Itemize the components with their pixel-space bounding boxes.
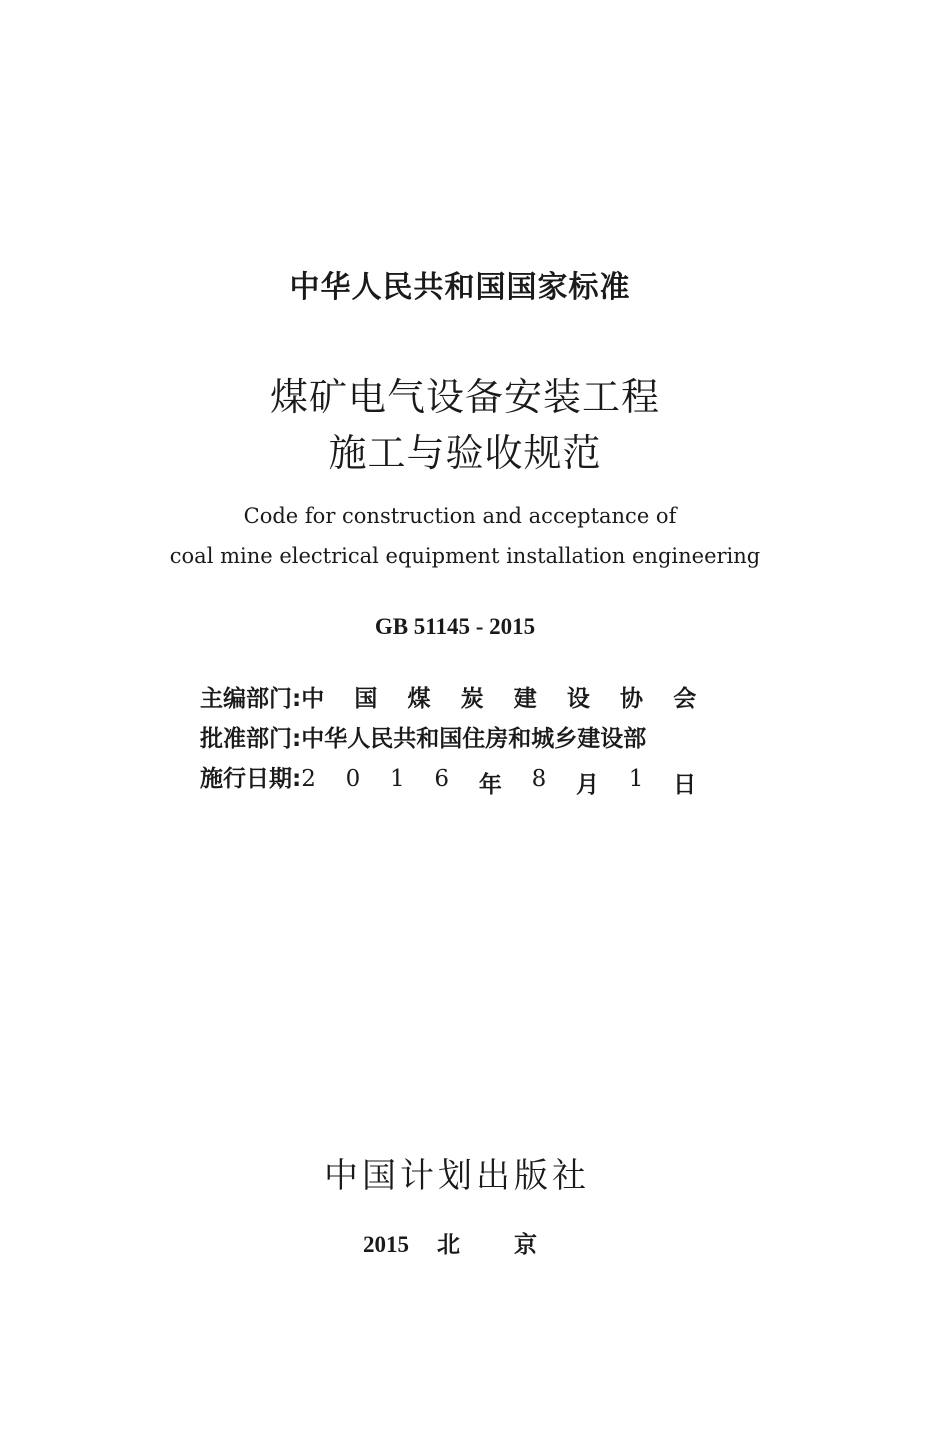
editor-char: 建 xyxy=(513,686,537,712)
editor-char: 煤 xyxy=(407,686,431,712)
title-line-1: 煤矿电气设备安装工程 xyxy=(269,375,660,419)
publisher-name: 中国计划出版社 xyxy=(324,1156,590,1196)
effective-date-row xyxy=(200,760,696,799)
date-part: 2 xyxy=(301,766,316,792)
standard-code: GB 51145 - 2015 xyxy=(374,614,536,639)
editor-char: 会 xyxy=(673,686,697,712)
effective-date-label: 施行日期 xyxy=(200,766,292,792)
editor-row xyxy=(200,680,696,713)
english-title-line-1: Code for construction and acceptance of xyxy=(243,504,677,528)
date-part: 月 xyxy=(576,772,599,798)
editor-char: 国 xyxy=(354,686,378,712)
publication-year: 2015 xyxy=(363,1232,409,1257)
approver-value: 中华人民共和国住房和城乡建设部 xyxy=(301,726,647,752)
date-part: 0 xyxy=(345,766,361,792)
english-title-line-2: coal mine electrical equipment installation engineering xyxy=(169,544,761,568)
approver-row xyxy=(200,720,646,753)
editor-value xyxy=(301,680,696,713)
editor-char: 设 xyxy=(566,686,590,712)
editor-char: 中 xyxy=(301,686,325,712)
approver-separator: : xyxy=(292,726,302,752)
publication-place xyxy=(0,1226,925,1259)
editor-char: 炭 xyxy=(460,686,484,712)
effective-date-value xyxy=(301,766,696,799)
editor-label: 主编部门 xyxy=(200,686,292,712)
date-part: 1 xyxy=(628,766,644,792)
city-char: 京 xyxy=(514,1232,537,1258)
date-part: 日 xyxy=(673,772,697,798)
date-part: 年 xyxy=(478,772,502,798)
editor-separator: : xyxy=(292,686,302,712)
effective-date-separator: : xyxy=(292,766,302,792)
series-title: 中华人民共和国国家标准 xyxy=(289,270,631,305)
title-line-2: 施工与验收规范 xyxy=(328,431,602,475)
approver-label: 批准部门 xyxy=(200,726,292,752)
city-char: 北 xyxy=(437,1232,460,1258)
date-part: 8 xyxy=(531,766,547,792)
date-part: 6 xyxy=(434,766,450,792)
date-part: 1 xyxy=(390,766,405,792)
editor-char: 协 xyxy=(620,686,644,712)
